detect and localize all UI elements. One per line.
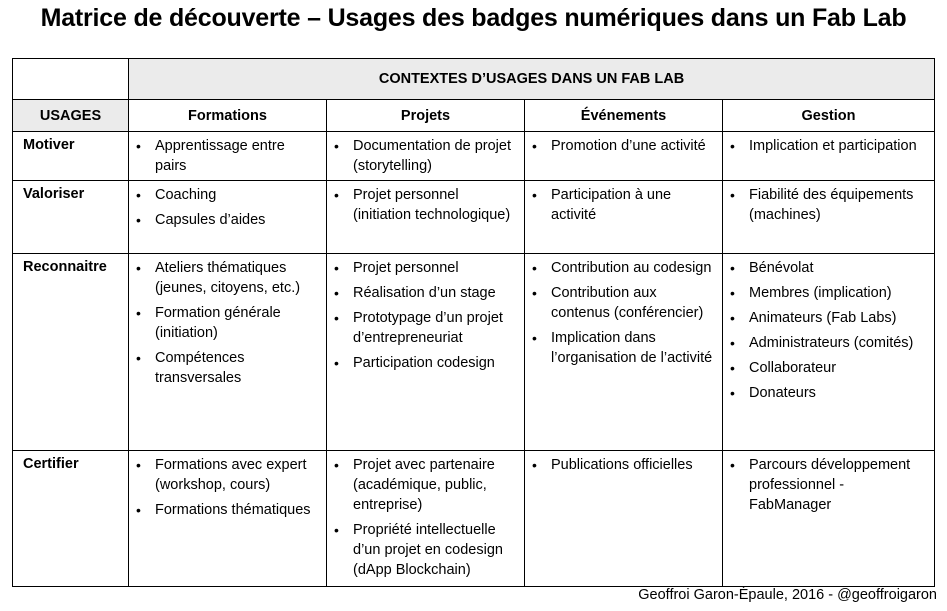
list-item: • Projet avec partenaire (académique, public, entreprise) [353,455,518,515]
list-item: • Parcours développement professionnel - FabManager [749,455,928,515]
bullet-list [129,451,326,524]
list-item: • Animateurs (Fab Labs) [749,308,928,328]
matrix-cell [327,254,525,451]
list-item: • Promotion d’une activité [551,136,716,156]
bullet-list [129,181,326,234]
list-item: • Participation à une activité [551,185,716,225]
column-header-row [13,100,935,132]
matrix-cell [723,451,935,587]
list-item: • Formations thématiques [155,500,320,520]
list-item: • Contribution aux contenus (conférencier) [551,283,716,323]
matrix-cell [525,132,723,181]
bullet-list [723,254,934,407]
blank-corner-cell [13,59,129,100]
matrix-cell [723,181,935,254]
bullet-list [723,181,934,229]
matrix-cell [525,181,723,254]
list-item: • Fiabilité des équipements (machines) [749,185,928,225]
list-item: • Capsules d’aides [155,210,320,230]
list-item: • Ateliers thématiques (jeunes, citoyens, etc.) [155,258,320,298]
column-header-gestion: Gestion [723,100,935,132]
matrix-cell [327,451,525,587]
list-item: • Projet personnel (initiation technologique) [353,185,518,225]
bullet-list [525,254,722,372]
list-item: • Donateurs [749,383,928,403]
bullet-list [525,181,722,229]
column-header-projets: Projets [327,100,525,132]
row-label: Reconnaitre [13,254,129,451]
bullet-list [327,132,524,180]
context-header: CONTEXTES D’USAGES DANS UN FAB LAB [129,59,935,100]
bullet-list [129,254,326,392]
list-item: • Documentation de projet (storytelling) [353,136,518,176]
list-item: • Réalisation d’un stage [353,283,518,303]
list-item: • Contribution au codesign [551,258,716,278]
table-row-motiver [13,132,935,181]
matrix-cell [525,254,723,451]
list-item: • Membres (implication) [749,283,928,303]
bullet-list [327,451,524,584]
matrix-cell [723,132,935,181]
list-item: • Bénévolat [749,258,928,278]
usages-header: USAGES [13,100,129,132]
list-item: • Apprentissage entre pairs [155,136,320,176]
bullet-list [525,451,722,479]
matrix-cell [327,132,525,181]
list-item: • Administrateurs (comités) [749,333,928,353]
bullet-list [327,254,524,377]
context-header-row [13,59,935,100]
list-item: • Coaching [155,185,320,205]
row-label: Valoriser [13,181,129,254]
list-item: • Implication et participation [749,136,928,156]
credit-line: Geoffroi Garon-Épaule, 2016 - @geoffroigaron [638,587,937,603]
list-item: • Formations avec expert (workshop, cours) [155,455,320,495]
column-header-formations: Formations [129,100,327,132]
matrix-cell [327,181,525,254]
list-item: • Propriété intellectuelle d’un projet en codesign (dApp Blockchain) [353,520,518,580]
bullet-list [129,132,326,180]
list-item: • Projet personnel [353,258,518,278]
list-item: • Implication dans l’organisation de l’activité [551,328,716,368]
matrix-cell [129,181,327,254]
column-header-evenements: Événements [525,100,723,132]
list-item: • Formation générale (initiation) [155,303,320,343]
discovery-matrix-table [12,58,935,587]
matrix-cell [129,132,327,181]
matrix-cell [129,451,327,587]
list-item: • Prototypage d’un projet d’entrepreneuriat [353,308,518,348]
list-item: • Collaborateur [749,358,928,378]
table-row-reconnaitre [13,254,935,451]
row-label: Motiver [13,132,129,181]
list-item: • Publications officielles [551,455,716,475]
bullet-list [525,132,722,160]
table-row-certifier [13,451,935,587]
bullet-list [723,132,934,160]
table-row-valoriser [13,181,935,254]
list-item: • Participation codesign [353,353,518,373]
bullet-list [327,181,524,229]
bullet-list [723,451,934,519]
row-label: Certifier [13,451,129,587]
list-item: • Compétences transversales [155,348,320,388]
matrix-cell [129,254,327,451]
page-title: Matrice de découverte – Usages des badges numériques dans un Fab Lab [40,4,907,32]
matrix-cell [723,254,935,451]
matrix-cell [525,451,723,587]
